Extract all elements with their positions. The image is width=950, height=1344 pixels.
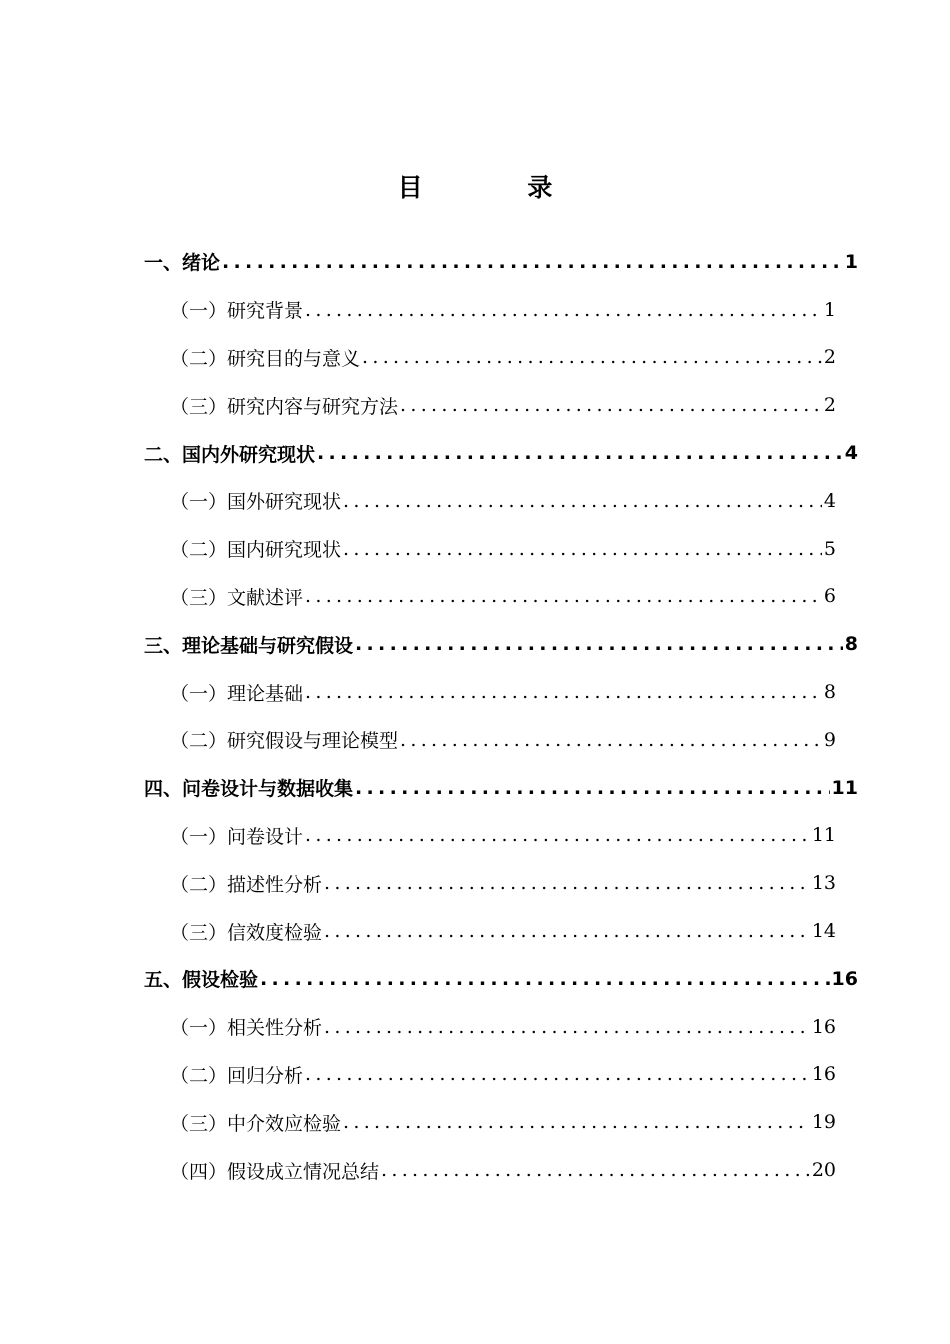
- toc-entry-text: 五、假设检验: [144, 969, 259, 992]
- toc-entry-section[interactable]: [144, 668, 858, 716]
- toc-entry-text: （一）相关性分析: [170, 1017, 323, 1040]
- toc-dot-leader: [355, 777, 830, 799]
- toc-dot-leader: [305, 585, 822, 607]
- toc-entry-section[interactable]: [144, 334, 858, 382]
- toc-entry-text: （四）假设成立情况总结: [170, 1160, 380, 1183]
- toc-dot-leader: [343, 538, 822, 560]
- toc-entry-text: 三、理论基础与研究假设: [144, 634, 354, 657]
- toc-entry-section[interactable]: [144, 859, 858, 907]
- toc-entry-section[interactable]: [144, 907, 858, 955]
- toc-entry-chapter-3[interactable]: [144, 620, 858, 668]
- toc-page-number: 8: [844, 633, 858, 656]
- toc-page-number: 16: [831, 967, 858, 990]
- toc-dot-leader: [343, 490, 822, 512]
- toc-entry-section[interactable]: [144, 716, 858, 764]
- toc-entry-text: （二）研究假设与理论模型: [170, 730, 399, 753]
- toc-entry-section[interactable]: [144, 286, 858, 334]
- toc-entry-text: （三）研究内容与研究方法: [170, 395, 399, 418]
- toc-entry-section[interactable]: [144, 1003, 858, 1051]
- toc-page-number: 4: [844, 442, 858, 465]
- toc-page-number: 9: [823, 728, 836, 751]
- toc-entry-section[interactable]: [144, 525, 858, 573]
- toc-dot-leader: [305, 299, 822, 321]
- toc-entry-chapter-5[interactable]: [144, 955, 858, 1003]
- toc-dot-leader: [381, 1159, 810, 1181]
- toc-dot-leader: [362, 346, 822, 368]
- toc-dot-leader: [260, 968, 830, 990]
- toc-dot-leader: [355, 633, 843, 655]
- toc-page-number: 2: [823, 394, 836, 417]
- toc-entry-section[interactable]: [144, 1146, 858, 1194]
- toc-dot-leader: [324, 920, 810, 942]
- toc-entry-section[interactable]: [144, 1098, 858, 1146]
- toc-entry-section[interactable]: [144, 1051, 858, 1099]
- toc-entry-text: 二、国内外研究现状: [144, 443, 316, 466]
- page-title: 目 录: [397, 173, 601, 202]
- toc-entry-section[interactable]: [144, 477, 858, 525]
- toc-page-number: 11: [831, 776, 858, 799]
- toc-dot-leader: [343, 1111, 810, 1133]
- toc-page-number: 2: [823, 346, 836, 369]
- toc-page-number: 5: [823, 537, 836, 560]
- toc-entry-text: （三）中介效应检验: [170, 1112, 342, 1135]
- toc-entry-text: （三）文献述评: [170, 586, 304, 609]
- toc-dot-leader: [305, 1063, 810, 1085]
- toc-entry-text: （二）国内研究现状: [170, 539, 342, 562]
- toc-page-number: 6: [823, 585, 836, 608]
- toc-page-number: 8: [823, 681, 836, 704]
- toc-dot-leader: [222, 251, 843, 273]
- toc-dot-leader: [400, 729, 822, 751]
- toc-entry-text: （二）回归分析: [170, 1064, 304, 1087]
- toc-entry-section[interactable]: [144, 812, 858, 860]
- toc-dot-leader: [305, 824, 810, 846]
- toc-entry-text: 四、问卷设计与数据收集: [144, 778, 354, 801]
- toc-page-number: 16: [811, 1063, 836, 1086]
- toc-dot-leader: [324, 1016, 810, 1038]
- toc-entry-text: （一）问卷设计: [170, 825, 304, 848]
- toc-dot-leader: [400, 394, 822, 416]
- toc-page-number: 14: [811, 920, 836, 943]
- toc-entry-text: （三）信效度检验: [170, 921, 323, 944]
- toc-entry-chapter-4[interactable]: [144, 764, 858, 812]
- toc-dot-leader: [305, 681, 822, 703]
- toc-entry-text: 一、绪论: [144, 252, 221, 275]
- toc-page-number: 16: [811, 1015, 836, 1038]
- toc-entry-text: （一）研究背景: [170, 300, 304, 323]
- toc-entry-text: （二）研究目的与意义: [170, 347, 361, 370]
- toc-page-number: 13: [811, 872, 836, 895]
- toc-entry-section[interactable]: [144, 573, 858, 621]
- toc-page-number: 11: [811, 824, 836, 847]
- toc-entry-section[interactable]: [144, 381, 858, 429]
- toc-page-number: 20: [811, 1159, 836, 1182]
- toc-entry-chapter-1[interactable]: [144, 238, 858, 286]
- toc-entry-text: （二）描述性分析: [170, 873, 323, 896]
- toc-dot-leader: [324, 872, 810, 894]
- toc-entry-text: （一）理论基础: [170, 682, 304, 705]
- toc-entry-text: （一）国外研究现状: [170, 491, 342, 514]
- toc-dot-leader: [317, 442, 843, 464]
- toc-page-number: 1: [844, 250, 858, 273]
- toc-page-number: 19: [811, 1111, 836, 1134]
- toc-entry-chapter-2[interactable]: [144, 429, 858, 477]
- toc-page-number: 4: [823, 489, 836, 512]
- table-of-contents: [144, 238, 858, 1194]
- toc-page-number: 1: [823, 298, 836, 321]
